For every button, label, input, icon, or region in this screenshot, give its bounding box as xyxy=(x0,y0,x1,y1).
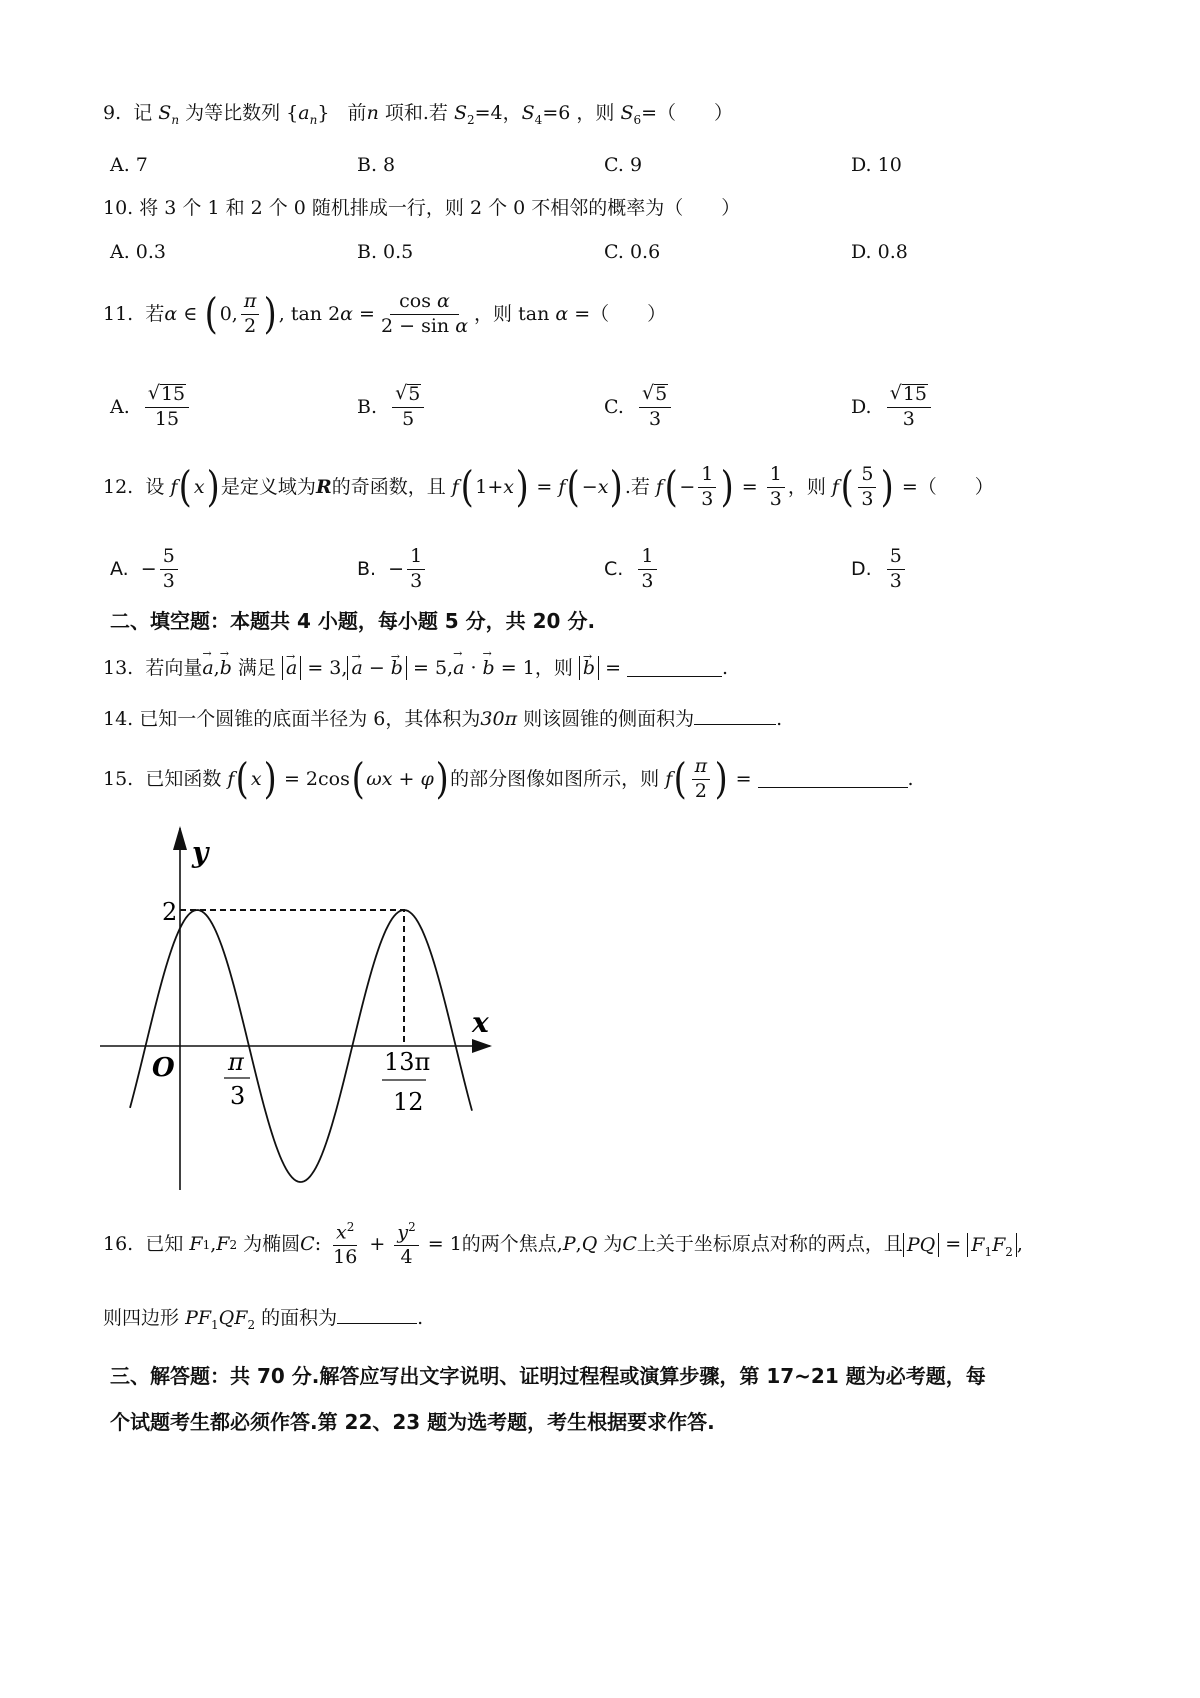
q13-answer-blank[interactable] xyxy=(627,660,722,677)
q12-option-c[interactable]: C. $\frac{1}{3}$ xyxy=(604,542,660,596)
cosine-graph-figure xyxy=(100,820,500,1200)
q10-option-d[interactable]: D. 0.8 xyxy=(851,241,908,263)
question-14: 14. 已知一个圆锥的底面半径为 6，其体积为30π 则该圆锥的侧面积为 . xyxy=(103,708,783,730)
q16-answer-blank[interactable] xyxy=(337,1307,417,1324)
y-max-label: 2 xyxy=(162,898,178,926)
q12-options xyxy=(110,542,1110,596)
y-axis-label: y xyxy=(192,836,209,869)
question-10: 10. 将 3 个 1 和 2 个 0 随机排成一行，则 2 个 0 不相邻的概率为（ ） xyxy=(103,197,741,219)
q10-option-a[interactable]: A. 0.3 xyxy=(110,241,167,263)
origin-label: O xyxy=(152,1053,175,1083)
q11-option-d[interactable]: D. √ 15 3 xyxy=(851,380,934,434)
tick-13pi-over-12 xyxy=(382,1048,430,1116)
y-axis xyxy=(173,826,187,1190)
q11-option-c[interactable]: C. √ 5 3 xyxy=(604,380,674,434)
tick-pi-over-3 xyxy=(224,1048,250,1110)
x-axis xyxy=(100,1039,492,1053)
q12-option-b[interactable]: B. − $\frac{1}{3}$ xyxy=(357,542,428,596)
question-11: 11. 若 α ∈ ( 0, $\frac{\pi}{2}$ ) , tan 2 α = $\frac{\text{cos α}}{\text{2 − sin α}}$ ， 则 tan α =（ ） xyxy=(103,289,667,339)
q9-option-d[interactable]: D. 10 xyxy=(851,154,902,176)
q10-option-b[interactable]: B. 0.5 xyxy=(357,241,414,263)
section-3-heading-line-2: 个试题考生都必须作答.第 22、23 题为选考题，考生根据要求作答. xyxy=(110,1410,715,1434)
q10-option-c[interactable]: C. 0.6 xyxy=(604,241,661,263)
question-13: 13. 若向量 → a , → b 满足 → a = 3, → a − → b = 5, → a · → b = 1 ，则 → b = . xyxy=(103,656,728,680)
svg-text:12: 12 xyxy=(393,1088,424,1116)
q15-answer-blank[interactable] xyxy=(758,771,908,788)
question-12: 12. 设 f ( x ) 是定义域为 R 的奇函数，且 f ( 1+ x ) = f ( − x ) .若 f ( − $\frac{1}{3}$ ) = $\frac{1}{3}$ ，则 f ( $\frac{5}{3}$ ) =（ ） xyxy=(103,462,994,512)
q9-options xyxy=(110,142,1110,188)
q12-option-a[interactable]: A. − $\frac{5}{3}$ xyxy=(110,542,181,596)
q11-option-b[interactable]: B. √ 5 5 xyxy=(357,380,427,434)
svg-text:13π: 13π xyxy=(384,1048,431,1076)
question-9: 9. 记 $S_n$ 为等比数列 $\{a_n\}$ 前n 项和.若 $S_2=4$，$S_4=6$ ，则 $S_6=$（ ） xyxy=(103,102,734,127)
q11-options xyxy=(110,380,1110,434)
q14-answer-blank[interactable] xyxy=(694,708,776,725)
q12-option-d[interactable]: D. $\frac{5}{3}$ xyxy=(851,542,908,596)
x-axis-label: x xyxy=(472,1006,489,1039)
question-16: 16. 已知 F 1 , F 2 为椭圆 C : $\frac{x^2}{16}$ + $\frac{y^2}{4}$ = 1 的两个焦点, P , Q 为 C 上关于坐标原点对称的两点，且 PQ = $F_1F_2$ , xyxy=(103,1220,1023,1269)
q9-option-b[interactable]: B. 8 xyxy=(357,154,396,176)
svg-text:π: π xyxy=(228,1048,244,1076)
svg-text:3: 3 xyxy=(230,1082,246,1110)
question-16-line-2: 则四边形 $PF_1QF_2$ 的面积为 . xyxy=(103,1307,424,1332)
section-3-heading-line-1: 三、解答题：共 70 分.解答应写出文字说明、证明过程程或演算步骤，第 17~21 题为必考题，每 xyxy=(110,1364,986,1388)
section-2-heading: 二、填空题：本题共 4 小题，每小题 5 分，共 20 分. xyxy=(110,609,596,633)
q9-option-c[interactable]: C. 9 xyxy=(604,154,643,176)
q11-option-a[interactable]: A. √ 15 15 xyxy=(110,380,192,434)
question-15: 15. 已知函数 f ( x ) = 2cos ( ωx + φ ) 的部分图像如图所示，则 f ( $\frac{\pi}{2}$ ) = . xyxy=(103,754,914,804)
q9-option-a[interactable]: A. 7 xyxy=(110,154,148,176)
q10-options xyxy=(110,229,1110,275)
